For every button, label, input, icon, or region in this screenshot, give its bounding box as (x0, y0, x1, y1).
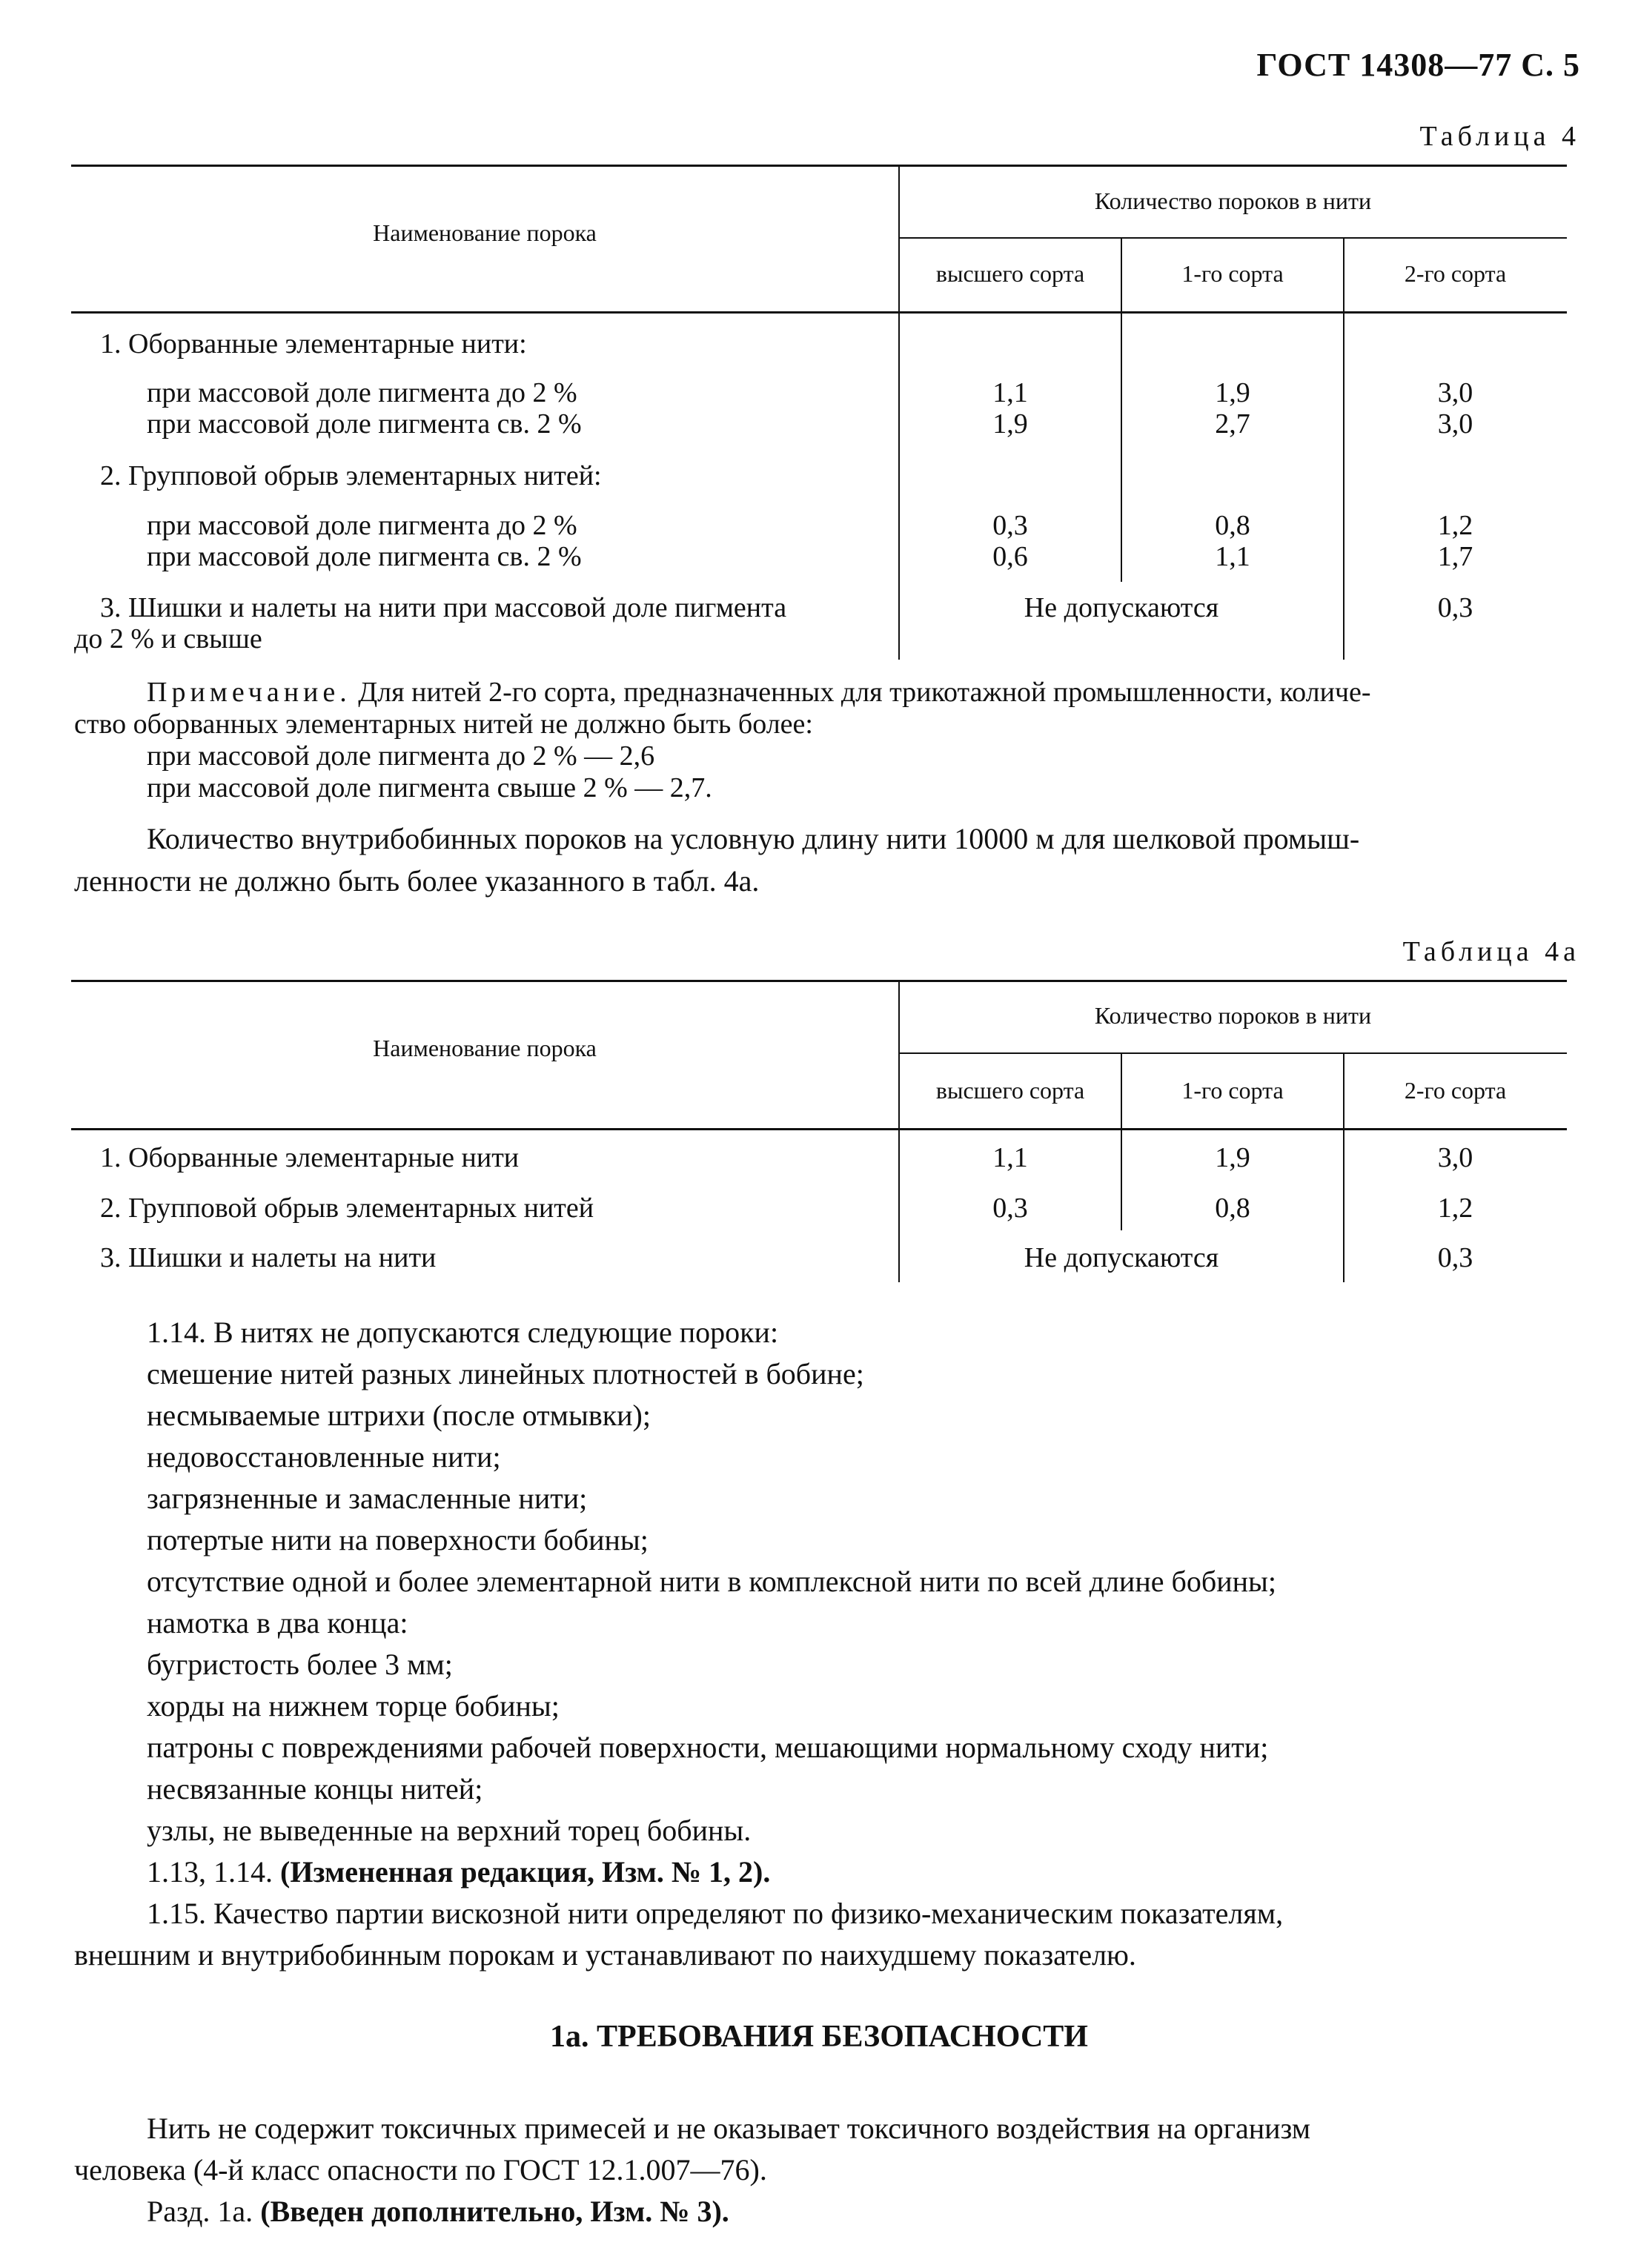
table-cell: 1,1 (992, 377, 1028, 408)
table-4a-col-group: Количество пороков в нити (1094, 1002, 1372, 1029)
table-row-label: 2. Групповой обрыв элементарных нитей: (100, 460, 602, 491)
table-cell-merged: Не допускаются (1024, 592, 1219, 623)
list-item: несмываемые штрихи (после отмывки); (147, 1399, 651, 1432)
table-cell: 1,9 (1215, 1142, 1250, 1173)
note-line4: при массовой доле пигмента свыше 2 % — 2,7. (147, 772, 712, 803)
section-1-15-line2: внешним и внутрибобинным порокам и устанавливают по наихудшему показателю. (74, 1938, 1136, 1972)
table-row-label: 3. Шишки и налеты на нити при массовой доле пигмента (100, 592, 787, 623)
list-item: отсутствие одной и более элементарной нити в комплексной нити по всей длине бобины; (147, 1565, 1277, 1598)
amendment-note: (Введен дополнительно, Изм. № 3). (260, 2195, 729, 2228)
table-cell: 3,0 (1437, 377, 1473, 408)
table-cell: 1,1 (1215, 541, 1250, 572)
table-row-label: при массовой доле пигмента св. 2 % (147, 541, 582, 572)
table-row-label-cont: до 2 % и свыше (74, 623, 262, 654)
table-cell: 1,1 (992, 1142, 1028, 1173)
table-4-col-group: Количество пороков в нити (1094, 188, 1372, 214)
table-4a-col-premium: высшего сорта (935, 1077, 1085, 1104)
list-item: хорды на нижнем торце бобины; (147, 1689, 560, 1722)
list-item: потертые нити на поверхности бобины; (147, 1523, 649, 1556)
note-line3: при массовой доле пигмента до 2 % — 2,6 (147, 740, 655, 772)
table-cell: 1,7 (1437, 541, 1473, 572)
section-1-14-amendment (147, 1854, 770, 1890)
table-row-label: 1. Оборванные элементарные нити: (100, 328, 527, 359)
table-cell: 3,0 (1437, 1142, 1473, 1173)
table-cell-merged: Не допускаются (1024, 1242, 1219, 1273)
table-cell: 0,6 (992, 541, 1028, 572)
table-cell: 1,2 (1437, 1193, 1473, 1224)
table-row-label: при массовой доле пигмента св. 2 % (147, 408, 582, 440)
list-item: узлы, не выведенные на верхний торец бобины. (147, 1814, 752, 1847)
table-cell: 0,8 (1215, 510, 1250, 541)
table-4a-caption: Таблица 4а (1402, 936, 1580, 967)
table-cell: 1,9 (1215, 377, 1250, 408)
list-item: недовосстановленные нити; (147, 1440, 501, 1473)
list-item: бугристость более 3 мм; (147, 1648, 453, 1681)
list-item: намотка в два конца: (147, 1606, 408, 1639)
page-header: ГОСТ 14308—77 С. 5 (1256, 47, 1580, 83)
table-cell: 0,3 (992, 1193, 1028, 1224)
table-cell: 3,0 (1437, 408, 1473, 440)
list-item: несвязанные концы нитей; (147, 1772, 483, 1806)
amendment-prefix: 1.13, 1.14. (147, 1855, 280, 1889)
note-line2: ство оборванных элементарных нитей не должно быть более: (74, 709, 813, 740)
safety-amendment (147, 2194, 729, 2229)
table-4-caption: Таблица 4 (1419, 121, 1580, 152)
table-row-label: при массовой доле пигмента до 2 % (147, 510, 577, 541)
list-item: смешение нитей разных линейных плотностей в бобине; (147, 1357, 864, 1390)
table-row-label: 3. Шишки и налеты на нити (100, 1242, 437, 1273)
table-row-label: 1. Оборванные элементарные нити (100, 1142, 520, 1173)
table-cell: 0,3 (1437, 592, 1473, 623)
table-4a-col-grade2: 2-го сорта (1404, 1077, 1507, 1104)
para-4a-line1: Количество внутрибобинных пороков на условную длину нити 10000 м для шелковой промыш- (147, 822, 1360, 855)
table-row-label: 2. Групповой обрыв элементарных нитей (100, 1193, 594, 1224)
safety-line1: Нить не содержит токсичных примесей и не оказывает токсичного воздействия на организм (147, 2112, 1311, 2145)
table-4-col-name: Наименование порока (373, 219, 597, 246)
table-4a-col-name: Наименование порока (373, 1035, 597, 1061)
safety-line2: человека (4-й класс опасности по ГОСТ 12.1.007—76). (74, 2153, 767, 2186)
table-cell: 0,8 (1215, 1193, 1250, 1224)
note-prefix: Примечание. (147, 677, 351, 708)
para-4a-line2: ленности не должно быть более указанного в табл. 4а. (74, 864, 760, 898)
amendment-note: (Измененная редакция, Изм. № 1, 2). (280, 1855, 771, 1889)
section-1-15-line1: 1.15. Качество партии вискозной нити определяют по физико-механическим показателям, (147, 1897, 1284, 1930)
table-4-col-premium: высшего сорта (935, 260, 1085, 287)
table-4-col-grade2: 2-го сорта (1404, 260, 1507, 287)
note-line1: Для нитей 2-го сорта, предназначенных для трикотажной промышленности, количе- (351, 677, 1371, 708)
table-cell: 0,3 (992, 510, 1028, 541)
table-row-label: при массовой доле пигмента до 2 % (147, 377, 577, 408)
amendment-prefix: Разд. 1а. (147, 2195, 261, 2228)
list-item: загрязненные и замасленные нити; (147, 1482, 588, 1515)
table-4-col-grade1: 1-го сорта (1181, 260, 1284, 287)
table-cell: 1,9 (992, 408, 1028, 440)
table-4a-col-grade1: 1-го сорта (1181, 1077, 1284, 1104)
table-cell: 0,3 (1437, 1242, 1473, 1273)
list-item: патроны с повреждениями рабочей поверхности, мешающими нормальному сходу нити; (147, 1731, 1269, 1764)
table-cell: 2,7 (1215, 408, 1250, 440)
section-heading-safety: 1а. ТРЕБОВАНИЯ БЕЗОПАСНОСТИ (550, 2020, 1088, 2054)
section-1-14-intro: 1.14. В нитях не допускаются следующие пороки: (147, 1316, 779, 1349)
table-cell: 1,2 (1437, 510, 1473, 541)
